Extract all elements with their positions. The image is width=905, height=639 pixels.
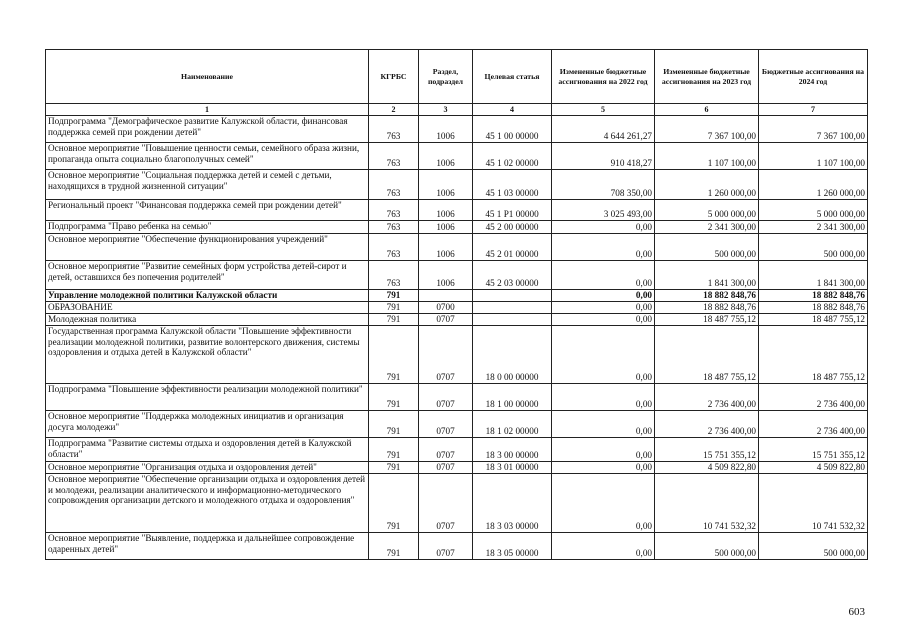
row-target: 45 2 01 00000 — [473, 234, 552, 261]
column-number: 2 — [369, 104, 419, 116]
row-section: 1006 — [419, 143, 473, 170]
row-section: 1006 — [419, 116, 473, 143]
row-value-2023: 7 367 100,00 — [655, 116, 759, 143]
row-value-2024: 18 882 848,76 — [759, 290, 868, 302]
header-name: Наименование — [46, 50, 369, 104]
row-value-2024: 4 509 822,80 — [759, 462, 868, 474]
budget-table — [45, 49, 868, 560]
row-target: 18 1 00 00000 — [473, 384, 552, 411]
table-header-row — [46, 50, 868, 104]
row-value-2024: 1 260 000,00 — [759, 170, 868, 200]
table-row — [46, 143, 868, 170]
column-number: 6 — [655, 104, 759, 116]
row-kgrbs: 763 — [369, 234, 419, 261]
column-number: 1 — [46, 104, 369, 116]
row-value-2024: 2 736 400,00 — [759, 384, 868, 411]
column-number: 7 — [759, 104, 868, 116]
row-value-2023: 4 509 822,80 — [655, 462, 759, 474]
row-value-2022: 4 644 261,27 — [552, 116, 655, 143]
row-section: 0707 — [419, 462, 473, 474]
row-value-2024: 5 000 000,00 — [759, 200, 868, 221]
row-value-2024: 500 000,00 — [759, 234, 868, 261]
row-name: Государственная программа Калужской области "Повышение эффективности реализации молодежной политики, развитие волонтерского движения, системы оздоровления и отдыха детей в Калужской области" — [46, 326, 369, 384]
column-number: 3 — [419, 104, 473, 116]
row-name: Молодежная политика — [46, 314, 369, 326]
row-target — [473, 302, 552, 314]
row-value-2023: 1 107 100,00 — [655, 143, 759, 170]
row-value-2024: 1 841 300,00 — [759, 261, 868, 290]
table-row — [46, 234, 868, 261]
row-value-2022: 0,00 — [552, 474, 655, 533]
row-value-2023: 5 000 000,00 — [655, 200, 759, 221]
row-section: 1006 — [419, 261, 473, 290]
row-value-2022: 0,00 — [552, 384, 655, 411]
row-section: 1006 — [419, 234, 473, 261]
row-section: 0707 — [419, 326, 473, 384]
row-target: 45 2 03 00000 — [473, 261, 552, 290]
row-kgrbs: 763 — [369, 170, 419, 200]
row-value-2023: 2 736 400,00 — [655, 384, 759, 411]
column-number: 4 — [473, 104, 552, 116]
row-value-2022: 0,00 — [552, 438, 655, 462]
row-value-2022: 0,00 — [552, 314, 655, 326]
row-name: Управление молодежной политики Калужской области — [46, 290, 369, 302]
row-name: Основное мероприятие "Поддержка молодежных инициатив и организация досуга молодежи" — [46, 411, 369, 438]
row-kgrbs: 791 — [369, 438, 419, 462]
table-row — [46, 411, 868, 438]
row-target: 18 3 00 00000 — [473, 438, 552, 462]
row-name: Основное мероприятие "Организация отдыха и оздоровления детей" — [46, 462, 369, 474]
row-value-2024: 18 487 755,12 — [759, 314, 868, 326]
row-value-2022: 910 418,27 — [552, 143, 655, 170]
row-value-2023: 15 751 355,12 — [655, 438, 759, 462]
header-section: Раздел, подраздел — [419, 50, 473, 104]
row-section: 1006 — [419, 170, 473, 200]
row-value-2023: 2 736 400,00 — [655, 411, 759, 438]
table-row — [46, 533, 868, 560]
table-row — [46, 290, 868, 302]
table-row — [46, 438, 868, 462]
column-number-row — [46, 104, 868, 116]
table-row — [46, 200, 868, 221]
row-kgrbs: 763 — [369, 261, 419, 290]
row-target: 18 3 03 00000 — [473, 474, 552, 533]
row-value-2022: 0,00 — [552, 261, 655, 290]
row-section: 0700 — [419, 302, 473, 314]
row-value-2023: 1 260 000,00 — [655, 170, 759, 200]
row-value-2023: 500 000,00 — [655, 533, 759, 560]
table-row — [46, 326, 868, 384]
row-value-2022: 0,00 — [552, 290, 655, 302]
row-target: 18 1 02 00000 — [473, 411, 552, 438]
row-kgrbs: 763 — [369, 200, 419, 221]
row-target: 45 1 02 00000 — [473, 143, 552, 170]
row-kgrbs: 791 — [369, 326, 419, 384]
row-target: 18 3 05 00000 — [473, 533, 552, 560]
row-value-2023: 18 882 848,76 — [655, 290, 759, 302]
row-name: Основное мероприятие "Развитие семейных форм устройства детей-сирот и детей, оставшихся без попечения родителей" — [46, 261, 369, 290]
row-name: Основное мероприятие "Выявление, поддержка и дальнейшее сопровождение одаренных детей" — [46, 533, 369, 560]
row-value-2024: 18 487 755,12 — [759, 326, 868, 384]
table-row — [46, 116, 868, 143]
row-kgrbs: 763 — [369, 143, 419, 170]
row-value-2022: 0,00 — [552, 234, 655, 261]
row-target: 45 1 00 00000 — [473, 116, 552, 143]
row-value-2023: 10 741 532,32 — [655, 474, 759, 533]
row-value-2022: 0,00 — [552, 462, 655, 474]
row-target — [473, 314, 552, 326]
row-target: 45 1 P1 00000 — [473, 200, 552, 221]
row-section: 0707 — [419, 474, 473, 533]
row-section: 0707 — [419, 533, 473, 560]
row-value-2023: 18 882 848,76 — [655, 302, 759, 314]
row-value-2024: 15 751 355,12 — [759, 438, 868, 462]
row-kgrbs: 791 — [369, 462, 419, 474]
row-value-2023: 18 487 755,12 — [655, 314, 759, 326]
row-value-2022: 708 350,00 — [552, 170, 655, 200]
row-value-2024: 2 341 300,00 — [759, 221, 868, 234]
row-value-2023: 1 841 300,00 — [655, 261, 759, 290]
row-name: Основное мероприятие "Обеспечение функционирования учреждений" — [46, 234, 369, 261]
row-target — [473, 290, 552, 302]
row-value-2023: 2 341 300,00 — [655, 221, 759, 234]
row-kgrbs: 763 — [369, 221, 419, 234]
row-kgrbs: 791 — [369, 314, 419, 326]
row-name: Подпрограмма "Право ребенка на семью" — [46, 221, 369, 234]
row-section: 0707 — [419, 411, 473, 438]
row-kgrbs: 791 — [369, 533, 419, 560]
row-section: 0707 — [419, 384, 473, 411]
row-kgrbs: 791 — [369, 384, 419, 411]
row-target: 18 0 00 00000 — [473, 326, 552, 384]
row-value-2022: 0,00 — [552, 221, 655, 234]
row-name: Региональный проект "Финансовая поддержка семей при рождении детей" — [46, 200, 369, 221]
header-target: Целевая статья — [473, 50, 552, 104]
row-value-2024: 10 741 532,32 — [759, 474, 868, 533]
table-row — [46, 170, 868, 200]
row-section: 0707 — [419, 438, 473, 462]
row-value-2023: 500 000,00 — [655, 234, 759, 261]
header-2023: Измененные бюджетные ассигнования на 2023 год — [655, 50, 759, 104]
row-value-2024: 2 736 400,00 — [759, 411, 868, 438]
header-2022: Измененные бюджетные ассигнования на 2022 год — [552, 50, 655, 104]
row-kgrbs: 763 — [369, 116, 419, 143]
row-value-2022: 3 025 493,00 — [552, 200, 655, 221]
row-target: 18 3 01 00000 — [473, 462, 552, 474]
row-value-2024: 1 107 100,00 — [759, 143, 868, 170]
row-section: 1006 — [419, 200, 473, 221]
row-value-2024: 18 882 848,76 — [759, 302, 868, 314]
row-section: 0707 — [419, 314, 473, 326]
table-row — [46, 261, 868, 290]
row-name: Основное мероприятие "Обеспечение организации отдыха и оздоровления детей и молодежи, реализации аналитического и информационно-методического сопровождения организации детского и молодежного отдыха и оздоровления" — [46, 474, 369, 533]
row-target: 45 2 00 00000 — [473, 221, 552, 234]
row-name: Подпрограмма "Развитие системы отдыха и оздоровления детей в Калужской области" — [46, 438, 369, 462]
row-kgrbs: 791 — [369, 474, 419, 533]
row-value-2022: 0,00 — [552, 411, 655, 438]
row-kgrbs: 791 — [369, 302, 419, 314]
table-body — [46, 116, 868, 560]
row-section — [419, 290, 473, 302]
row-value-2023: 18 487 755,12 — [655, 326, 759, 384]
row-name: ОБРАЗОВАНИЕ — [46, 302, 369, 314]
row-name: Основное мероприятие "Социальная поддержка детей и семей с детьми, находящихся в трудной жизненной ситуации" — [46, 170, 369, 200]
table-row — [46, 314, 868, 326]
header-kgrbs: КГРБС — [369, 50, 419, 104]
row-target: 45 1 03 00000 — [473, 170, 552, 200]
row-value-2022: 0,00 — [552, 533, 655, 560]
page-number: 603 — [848, 606, 865, 618]
row-kgrbs: 791 — [369, 411, 419, 438]
table-row — [46, 474, 868, 533]
row-kgrbs: 791 — [369, 290, 419, 302]
table-row — [46, 462, 868, 474]
row-name: Подпрограмма "Повышение эффективности реализации молодежной политики" — [46, 384, 369, 411]
column-number: 5 — [552, 104, 655, 116]
row-section: 1006 — [419, 221, 473, 234]
row-name: Основное мероприятие "Повышение ценности семьи, семейного образа жизни, пропаганда опыта социально благополучных семей" — [46, 143, 369, 170]
row-value-2022: 0,00 — [552, 302, 655, 314]
row-value-2022: 0,00 — [552, 326, 655, 384]
table-row — [46, 384, 868, 411]
table-row — [46, 221, 868, 234]
row-value-2024: 7 367 100,00 — [759, 116, 868, 143]
header-2024: Бюджетные ассигнования на 2024 год — [759, 50, 868, 104]
row-name: Подпрограмма "Демографическое развитие Калужской области, финансовая поддержка семей при рождении детей" — [46, 116, 369, 143]
row-value-2024: 500 000,00 — [759, 533, 868, 560]
table-row — [46, 302, 868, 314]
